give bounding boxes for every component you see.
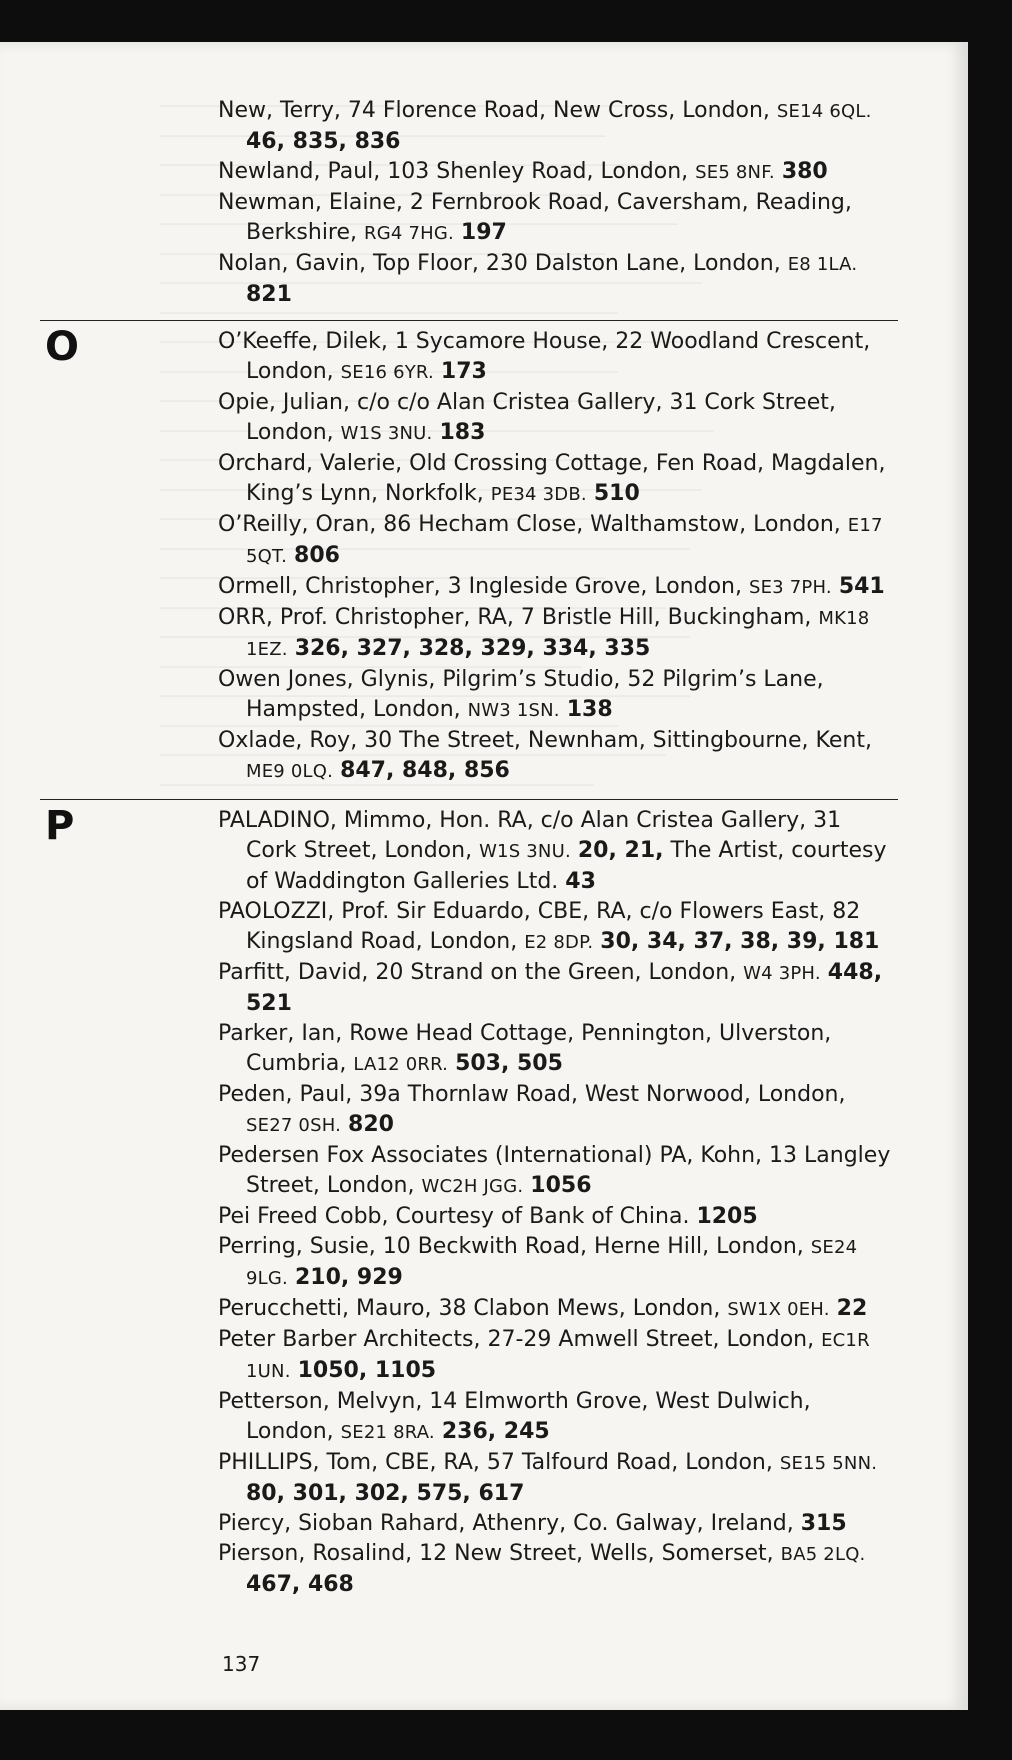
- index-entry: [218, 327, 898, 388]
- entry-pages: 510: [593, 481, 640, 506]
- entry-pages: 820: [348, 1112, 394, 1137]
- index-entry: [218, 388, 898, 449]
- entry-postcode: W1S 3NU.: [479, 841, 571, 862]
- book-page: [0, 42, 968, 1710]
- entry-postcode: RG4 7HG.: [364, 223, 454, 244]
- entry-text: Opie, Julian, c/o c/o Alan Cristea Gallery, 31 Cork Street, London,: [218, 390, 836, 445]
- entry-text: Perring, Susie, 10 Beckwith Road, Herne Hill, London,: [218, 1234, 811, 1259]
- index-section-p: [40, 799, 898, 1600]
- entry-pages: 80, 301, 302, 575, 617: [246, 1481, 525, 1506]
- index-section-o: [40, 320, 898, 787]
- entry-text: Orchard, Valerie, Old Crossing Cottage, Fen Road, Magdalen, King’s Lynn, Norkfolk,: [218, 451, 886, 506]
- index-entry: [218, 157, 898, 188]
- entry-text: ORR, Prof. Christopher, RA, 7 Bristle Hill, Buckingham,: [218, 605, 819, 630]
- entry-postcode: NW3 1SN.: [467, 700, 560, 721]
- entry-pages: 847, 848, 856: [340, 758, 510, 783]
- section-letter: P: [45, 803, 75, 849]
- entry-postcode: SW1X 0EH.: [727, 1299, 830, 1320]
- entry-postcode: SE5 8NF.: [695, 162, 775, 183]
- entry-pages: 315: [800, 1511, 847, 1536]
- entry-postcode: SE21 8RA.: [340, 1422, 435, 1443]
- entry-postcode: SE24 9LG.: [246, 1237, 858, 1289]
- entry-text: Perucchetti, Mauro, 38 Clabon Mews, London,: [218, 1296, 728, 1321]
- page-number: 137: [222, 1652, 261, 1676]
- index-entry: [218, 1080, 898, 1141]
- entry-text: PAOLOZZI, Prof. Sir Eduardo, CBE, RA, c/o Flowers East, 82 Kingsland Road, London,: [218, 899, 861, 954]
- index-entry: [218, 572, 898, 603]
- index-entry: [218, 1509, 898, 1539]
- entry-postcode: PE34 3DB.: [490, 484, 587, 505]
- entry-text: O’Keeffe, Dilek, 1 Sycamore House, 22 Woodland Crescent, London,: [218, 329, 871, 384]
- entry-pages: 1205: [696, 1204, 758, 1229]
- entry-text: Parker, Ian, Rowe Head Cottage, Pennington, Ulverston, Cumbria,: [218, 1021, 832, 1076]
- entry-text: Pierson, Rosalind, 12 New Street, Wells, Somerset,: [218, 1541, 781, 1566]
- entry-pages: 197: [460, 220, 507, 245]
- index-entry: [218, 188, 898, 249]
- entry-pages: 1050, 1105: [297, 1358, 437, 1383]
- entry-pages: 138: [566, 697, 613, 722]
- entry-postcode: W1S 3NU.: [340, 423, 433, 444]
- entry-postcode: E8 1LA.: [787, 254, 858, 275]
- entry-text: New, Terry, 74 Florence Road, New Cross, London,: [218, 98, 777, 123]
- entry-postcode: SE16 6YR.: [340, 362, 434, 383]
- index-entry: [218, 806, 898, 897]
- entry-text: Newman, Elaine, 2 Fernbrook Road, Caversham, Reading, Berkshire,: [218, 190, 852, 245]
- entry-postcode: ME9 0LQ.: [246, 761, 334, 782]
- entry-pages: 380: [781, 159, 828, 184]
- entry-text: Owen Jones, Glynis, Pilgrim’s Studio, 52 Pilgrim’s Lane, Hampsted, London,: [218, 667, 824, 722]
- index-section-continued: [218, 96, 898, 310]
- entry-text: PALADINO, Mimmo, Hon. RA, c/o Alan Cristea Gallery, 31 Cork Street, London,: [218, 808, 842, 863]
- entry-text: Pei Freed Cobb, Courtesy of Bank of China.: [218, 1204, 697, 1229]
- entry-pages: 448, 521: [246, 960, 883, 1016]
- index-entry: [218, 603, 898, 665]
- entry-extra-text: The Artist, courtesy of Waddington Galleries Ltd.: [246, 838, 887, 894]
- entry-pages: 210, 929: [294, 1265, 403, 1290]
- index-entry: [218, 1019, 898, 1080]
- index-entry: [218, 96, 898, 157]
- index-entry: [218, 449, 898, 510]
- entry-pages: 821: [246, 282, 292, 307]
- entry-text: Newland, Paul, 103 Shenley Road, London,: [218, 159, 696, 184]
- entry-postcode: SE14 6QL.: [776, 101, 872, 122]
- entry-postcode: E17 5QT.: [246, 515, 883, 567]
- entry-pages: 503, 505: [455, 1051, 563, 1076]
- index-entry: [218, 1141, 898, 1202]
- index-entry: [218, 1387, 898, 1448]
- entry-postcode: W4 3PH.: [743, 963, 821, 984]
- entry-pages: 20, 21,: [577, 838, 664, 863]
- entry-extra-pages: 43: [565, 869, 596, 894]
- index-entry: [218, 726, 898, 787]
- index-entry: [218, 249, 898, 310]
- entry-pages: 1056: [530, 1173, 592, 1198]
- entry-text: Piercy, Sioban Rahard, Athenry, Co. Galway, Ireland,: [218, 1511, 801, 1536]
- entry-pages: 173: [440, 359, 487, 384]
- entry-postcode: E2 8DP.: [524, 932, 594, 953]
- entry-pages: 30, 34, 37, 38, 39, 181: [600, 929, 880, 954]
- index-entry: [218, 665, 898, 726]
- entry-text: Parfitt, David, 20 Strand on the Green, London,: [218, 960, 744, 985]
- entry-postcode: EC1R 1UN.: [246, 1330, 870, 1382]
- entry-text: Ormell, Christopher, 3 Ingleside Grove, London,: [218, 574, 749, 599]
- entry-text: Oxlade, Roy, 30 The Street, Newnham, Sittingbourne, Kent,: [218, 728, 872, 753]
- index-entry: [218, 1539, 898, 1600]
- entry-text: Petterson, Melvyn, 14 Elmworth Grove, West Dulwich, London,: [218, 1389, 811, 1444]
- index-entry: [218, 510, 898, 572]
- entry-text: Nolan, Gavin, Top Floor, 230 Dalston Lane, London,: [218, 251, 788, 276]
- entry-pages: 236, 245: [441, 1419, 550, 1444]
- section-letter: O: [45, 324, 80, 370]
- entry-pages: 541: [838, 574, 885, 599]
- entry-pages: 22: [836, 1296, 868, 1321]
- entry-pages: 326, 327, 328, 329, 334, 335: [294, 636, 651, 661]
- entry-pages: 183: [439, 420, 486, 445]
- entry-postcode: LA12 0RR.: [353, 1054, 449, 1075]
- index-entry: [218, 1325, 898, 1387]
- entry-postcode: SE15 5NN.: [779, 1453, 878, 1474]
- entry-pages: 46, 835, 836: [246, 129, 401, 154]
- entry-pages: 467, 468: [246, 1572, 354, 1597]
- entry-postcode: WC2H JGG.: [421, 1176, 524, 1197]
- entry-text: Pedersen Fox Associates (International) PA, Kohn, 13 Langley Street, London,: [218, 1143, 891, 1198]
- entry-text: O’Reilly, Oran, 86 Hecham Close, Walthamstow, London,: [218, 512, 848, 537]
- index-entry: [218, 958, 898, 1019]
- index-entry: [218, 1294, 898, 1325]
- entry-postcode: SE3 7PH.: [748, 577, 832, 598]
- entry-text: Peden, Paul, 39a Thornlaw Road, West Norwood, London,: [218, 1082, 846, 1107]
- index-entry: [218, 1232, 898, 1294]
- entry-postcode: MK18 1EZ.: [246, 608, 870, 660]
- index-entry: [218, 1202, 898, 1232]
- entry-postcode: BA5 2LQ.: [780, 1544, 866, 1565]
- index-entry: [218, 1448, 898, 1509]
- entry-pages: 806: [294, 543, 340, 568]
- entry-text: PHILLIPS, Tom, CBE, RA, 57 Talfourd Road, London,: [218, 1450, 780, 1475]
- entry-text: Peter Barber Architects, 27-29 Amwell Street, London,: [218, 1327, 822, 1352]
- index-entry: [218, 897, 898, 958]
- index-column: [45, 96, 898, 1600]
- entry-postcode: SE27 0SH.: [246, 1115, 342, 1136]
